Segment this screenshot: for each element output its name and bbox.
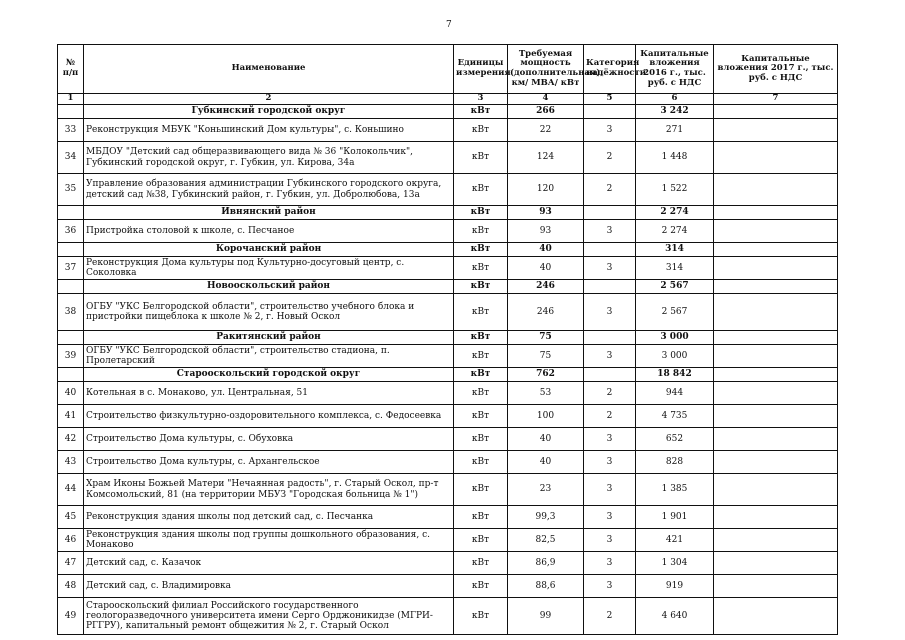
header-category: Категория надёжности <box>584 45 636 94</box>
table-row <box>58 405 838 428</box>
header-cap-2017: Капитальные вложения 2017 г., тыс. руб. с НДС <box>714 45 838 94</box>
row-name: Детский сад, с. Владимировка <box>84 575 454 598</box>
row-category: 3 <box>584 294 636 331</box>
row-cap-2017-cell <box>714 598 838 635</box>
region-power: 75 <box>508 331 584 345</box>
row-power: 93 <box>508 220 584 243</box>
table-row <box>58 257 838 280</box>
row-number: 33 <box>58 119 84 142</box>
region-category-cell <box>584 206 636 220</box>
row-unit: кВт <box>454 506 508 529</box>
row-power: 124 <box>508 142 584 174</box>
row-name: ОГБУ "УКС Белгородской области", строительство стадиона, п. Пролетарский <box>84 345 454 368</box>
row-cap-2016: 3 000 <box>636 345 714 368</box>
row-cap-2016: 828 <box>636 451 714 474</box>
region-category-cell <box>584 243 636 257</box>
header-unit: Единицы измерения <box>454 45 508 94</box>
row-power: 40 <box>508 257 584 280</box>
region-num-cell <box>58 368 84 382</box>
row-cap-2016: 2 567 <box>636 294 714 331</box>
region-category-cell <box>584 105 636 119</box>
row-cap-2017-cell <box>714 405 838 428</box>
header-row <box>58 45 838 94</box>
row-unit: кВт <box>454 257 508 280</box>
row-cap-2016: 421 <box>636 529 714 552</box>
row-unit: кВт <box>454 428 508 451</box>
column-number: 1 <box>58 94 84 105</box>
region-name: Старооскольский городской округ <box>84 368 454 382</box>
region-name: Губкинский городской округ <box>84 105 454 119</box>
row-cap-2017-cell <box>714 294 838 331</box>
row-power: 246 <box>508 294 584 331</box>
header-num: № п/п <box>58 45 84 94</box>
row-category: 3 <box>584 257 636 280</box>
row-category: 3 <box>584 119 636 142</box>
row-name: Котельная в с. Монаково, ул. Центральная, 51 <box>84 382 454 405</box>
row-category: 3 <box>584 529 636 552</box>
region-cap-2016: 3 000 <box>636 331 714 345</box>
row-cap-2016: 919 <box>636 575 714 598</box>
row-unit: кВт <box>454 294 508 331</box>
row-category: 3 <box>584 575 636 598</box>
row-category: 2 <box>584 598 636 635</box>
row-unit: кВт <box>454 405 508 428</box>
region-cap-2017-cell <box>714 368 838 382</box>
region-unit: кВт <box>454 280 508 294</box>
region-category-cell <box>584 280 636 294</box>
table-row <box>58 220 838 243</box>
row-name: Реконструкция здания школы под детский сад, с. Песчанка <box>84 506 454 529</box>
row-number: 43 <box>58 451 84 474</box>
region-unit: кВт <box>454 105 508 119</box>
row-category: 3 <box>584 552 636 575</box>
row-category: 3 <box>584 474 636 506</box>
row-unit: кВт <box>454 575 508 598</box>
row-unit: кВт <box>454 474 508 506</box>
row-name: Управление образования администрации Губкинского городского округа, детский сад №38, Губкинский район, г. Губкин, ул. Добролюбова, 13а <box>84 174 454 206</box>
row-number: 42 <box>58 428 84 451</box>
table-row <box>58 382 838 405</box>
row-number: 47 <box>58 552 84 575</box>
region-row <box>58 206 838 220</box>
row-unit: кВт <box>454 529 508 552</box>
row-number: 35 <box>58 174 84 206</box>
row-power: 82,5 <box>508 529 584 552</box>
row-number: 46 <box>58 529 84 552</box>
row-number: 36 <box>58 220 84 243</box>
table-row <box>58 142 838 174</box>
investment-table <box>57 44 838 635</box>
row-category: 2 <box>584 405 636 428</box>
region-cap-2017-cell <box>714 206 838 220</box>
row-unit: кВт <box>454 382 508 405</box>
table-row <box>58 598 838 635</box>
row-name: ОГБУ "УКС Белгородской области", строительство учебного блока и пристройки пищеблока к школе № 2, г. Новый Оскол <box>84 294 454 331</box>
table-row <box>58 474 838 506</box>
region-power: 246 <box>508 280 584 294</box>
row-cap-2016: 4 640 <box>636 598 714 635</box>
table-row <box>58 575 838 598</box>
row-cap-2017-cell <box>714 142 838 174</box>
region-cap-2017-cell <box>714 280 838 294</box>
row-cap-2016: 652 <box>636 428 714 451</box>
row-name: Реконструкция МБУК "Коньшинский Дом культуры", с. Коньшино <box>84 119 454 142</box>
column-number: 6 <box>636 94 714 105</box>
row-number: 41 <box>58 405 84 428</box>
row-cap-2017-cell <box>714 345 838 368</box>
row-power: 22 <box>508 119 584 142</box>
row-cap-2017-cell <box>714 474 838 506</box>
table-row <box>58 294 838 331</box>
region-power: 266 <box>508 105 584 119</box>
column-number: 5 <box>584 94 636 105</box>
row-power: 100 <box>508 405 584 428</box>
region-name: Новооскольский район <box>84 280 454 294</box>
row-name: Строительство Дома культуры, с. Обуховка <box>84 428 454 451</box>
region-row <box>58 331 838 345</box>
region-num-cell <box>58 280 84 294</box>
row-category: 3 <box>584 506 636 529</box>
region-num-cell <box>58 243 84 257</box>
region-unit: кВт <box>454 243 508 257</box>
row-power: 40 <box>508 428 584 451</box>
row-unit: кВт <box>454 142 508 174</box>
row-cap-2017-cell <box>714 174 838 206</box>
row-power: 75 <box>508 345 584 368</box>
row-power: 99,3 <box>508 506 584 529</box>
row-cap-2016: 1 522 <box>636 174 714 206</box>
row-number: 37 <box>58 257 84 280</box>
row-cap-2017-cell <box>714 575 838 598</box>
row-cap-2016: 4 735 <box>636 405 714 428</box>
row-unit: кВт <box>454 552 508 575</box>
row-unit: кВт <box>454 451 508 474</box>
region-name: Корочанский район <box>84 243 454 257</box>
region-power: 762 <box>508 368 584 382</box>
table-body <box>58 94 838 635</box>
row-number: 45 <box>58 506 84 529</box>
row-number: 38 <box>58 294 84 331</box>
row-unit: кВт <box>454 598 508 635</box>
row-name: Строительство физкультурно-оздоровительного комплекса, с. Федосеевка <box>84 405 454 428</box>
table-row <box>58 552 838 575</box>
row-category: 3 <box>584 428 636 451</box>
row-unit: кВт <box>454 345 508 368</box>
column-number: 4 <box>508 94 584 105</box>
row-cap-2017-cell <box>714 382 838 405</box>
row-cap-2017-cell <box>714 119 838 142</box>
region-row <box>58 280 838 294</box>
region-cap-2016: 314 <box>636 243 714 257</box>
row-cap-2017-cell <box>714 220 838 243</box>
region-cap-2016: 2 274 <box>636 206 714 220</box>
row-name: Реконструкция Дома культуры под Культурно-досуговый центр, с. Соколовка <box>84 257 454 280</box>
row-power: 88,6 <box>508 575 584 598</box>
row-power: 53 <box>508 382 584 405</box>
row-number: 49 <box>58 598 84 635</box>
row-cap-2016: 2 274 <box>636 220 714 243</box>
table-row <box>58 119 838 142</box>
row-number: 44 <box>58 474 84 506</box>
column-number: 7 <box>714 94 838 105</box>
region-num-cell <box>58 331 84 345</box>
header-name: Наименование <box>84 45 454 94</box>
region-num-cell <box>58 206 84 220</box>
header-power: Требуемая мощность (дополнительная), км/ МВА/ кВт <box>508 45 584 94</box>
region-category-cell <box>584 331 636 345</box>
row-cap-2017-cell <box>714 529 838 552</box>
row-category: 2 <box>584 174 636 206</box>
row-number: 34 <box>58 142 84 174</box>
row-power: 23 <box>508 474 584 506</box>
row-power: 40 <box>508 451 584 474</box>
row-cap-2016: 1 448 <box>636 142 714 174</box>
region-name: Ивнянский район <box>84 206 454 220</box>
table-row <box>58 428 838 451</box>
row-category: 3 <box>584 345 636 368</box>
row-cap-2017-cell <box>714 451 838 474</box>
row-power: 86,9 <box>508 552 584 575</box>
row-category: 2 <box>584 142 636 174</box>
row-cap-2016: 314 <box>636 257 714 280</box>
row-power: 120 <box>508 174 584 206</box>
row-cap-2016: 1 901 <box>636 506 714 529</box>
row-number: 39 <box>58 345 84 368</box>
row-cap-2017-cell <box>714 506 838 529</box>
region-cap-2017-cell <box>714 243 838 257</box>
region-cap-2017-cell <box>714 331 838 345</box>
region-power: 93 <box>508 206 584 220</box>
row-power: 99 <box>508 598 584 635</box>
row-unit: кВт <box>454 119 508 142</box>
row-cap-2017-cell <box>714 428 838 451</box>
row-unit: кВт <box>454 174 508 206</box>
column-number: 3 <box>454 94 508 105</box>
row-category: 3 <box>584 220 636 243</box>
row-name: Реконструкция здания школы под группы дошкольного образования, с. Монаково <box>84 529 454 552</box>
region-row <box>58 243 838 257</box>
region-category-cell <box>584 368 636 382</box>
row-cap-2016: 1 385 <box>636 474 714 506</box>
row-name: Детский сад, с. Казачок <box>84 552 454 575</box>
row-category: 3 <box>584 451 636 474</box>
region-cap-2016: 18 842 <box>636 368 714 382</box>
region-unit: кВт <box>454 206 508 220</box>
table-row <box>58 174 838 206</box>
region-unit: кВт <box>454 368 508 382</box>
header-cap-2016: Капитальные вложения 2016 г., тыс. руб. с НДС <box>636 45 714 94</box>
region-row <box>58 368 838 382</box>
row-cap-2016: 1 304 <box>636 552 714 575</box>
row-name: Старооскольский филиал Российского государственного геологоразведочного университета имени Серго Орджоникидзе (МГРИ-РГГРУ), капитальный ремонт общежития № 2, г. Старый Оскол <box>84 598 454 635</box>
row-cap-2016: 944 <box>636 382 714 405</box>
table-row <box>58 529 838 552</box>
row-cap-2016: 271 <box>636 119 714 142</box>
table-row <box>58 451 838 474</box>
region-row <box>58 105 838 119</box>
row-number: 40 <box>58 382 84 405</box>
row-cap-2017-cell <box>714 257 838 280</box>
region-cap-2016: 2 567 <box>636 280 714 294</box>
column-number: 2 <box>84 94 454 105</box>
region-unit: кВт <box>454 331 508 345</box>
region-num-cell <box>58 105 84 119</box>
region-cap-2017-cell <box>714 105 838 119</box>
table-row <box>58 345 838 368</box>
region-power: 40 <box>508 243 584 257</box>
row-unit: кВт <box>454 220 508 243</box>
region-cap-2016: 3 242 <box>636 105 714 119</box>
row-number: 48 <box>58 575 84 598</box>
column-number-row <box>58 94 838 105</box>
row-name: Строительство Дома культуры, с. Архангельское <box>84 451 454 474</box>
region-name: Ракитянский район <box>84 331 454 345</box>
row-cap-2017-cell <box>714 552 838 575</box>
page-number: 7 <box>446 20 452 30</box>
table-row <box>58 506 838 529</box>
row-name: Пристройка столовой к школе, с. Песчаное <box>84 220 454 243</box>
row-category: 2 <box>584 382 636 405</box>
row-name: Храм Иконы Божьей Матери "Нечаянная радость", г. Старый Оскол, пр-т Комсомольский, 81 (на территории МБУЗ "Городская больница № 1") <box>84 474 454 506</box>
row-name: МБДОУ "Детский сад общеразвивающего вида № 36 "Колокольчик", Губкинский городской округ, г. Губкин, ул. Кирова, 34а <box>84 142 454 174</box>
